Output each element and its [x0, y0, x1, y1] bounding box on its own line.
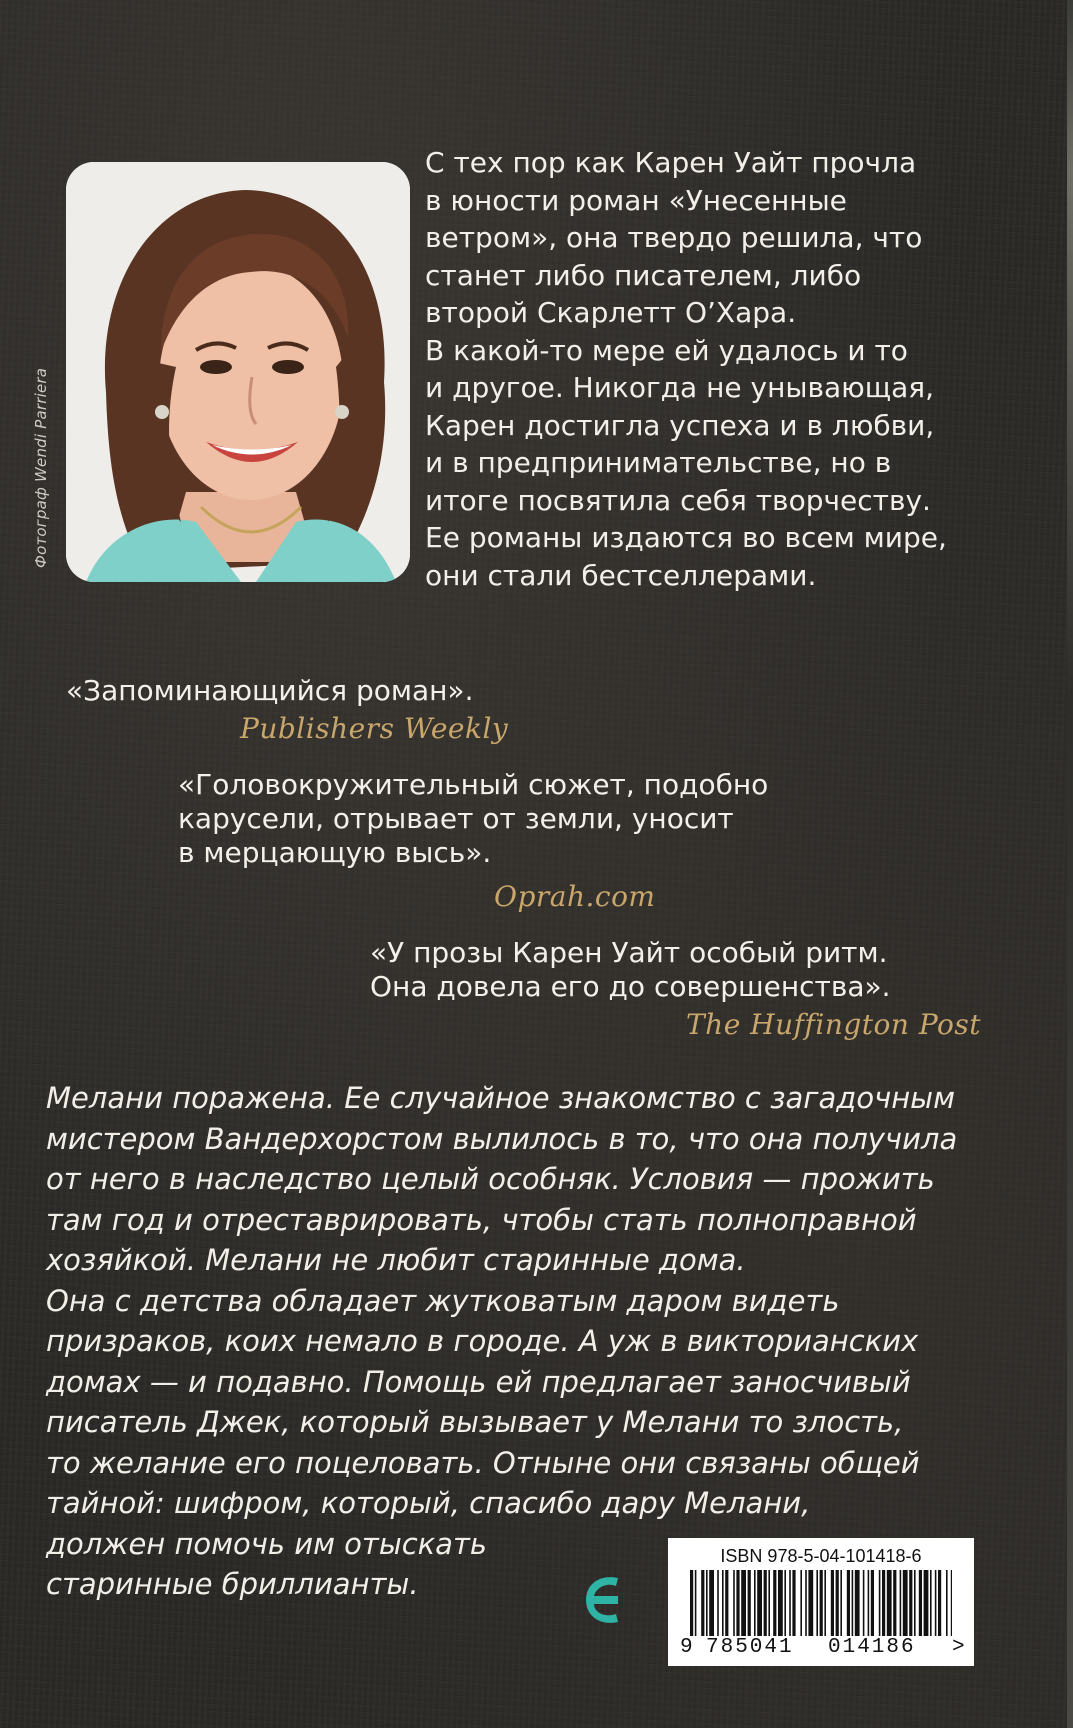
review-source-1: Publishers Weekly	[240, 712, 509, 745]
review-source-3: The Huffington Post	[686, 1008, 981, 1041]
author-photo	[66, 162, 410, 582]
quote-line: «Головокружительный сюжет, подобно	[178, 768, 769, 801]
review-quote-1	[66, 674, 473, 708]
bio-line: в юности роман «Унесенные	[425, 183, 847, 217]
review-quote-2	[178, 768, 768, 870]
annotation-line: домах — и подавно. Помощь ей предлагает заносчивый	[46, 1364, 911, 1399]
annotation-line: писатель Джек, который вызывает у Мелани то злость,	[46, 1405, 904, 1439]
quote-line: «У прозы Карен Уайт особый ритм.	[370, 936, 888, 969]
annotation-line: там год и отреставрировать, чтобы стать полноправной	[46, 1202, 917, 1237]
quote-line: карусели, отрывает от земли, уносит	[178, 802, 734, 835]
bio-line: ветром», она твердо решила, что	[425, 221, 923, 254]
publisher-logo-icon	[578, 1568, 626, 1632]
barcode-left-group: 785041	[706, 1636, 794, 1659]
bio-line: станет либо писателем, либо	[425, 258, 862, 292]
annotation-line: должен помочь им отыскать	[46, 1526, 487, 1561]
annotation-line: старинные бриллианты.	[46, 1567, 419, 1601]
review-source-2: Oprah.com	[494, 880, 656, 913]
isbn-barcode	[668, 1538, 974, 1666]
annotation-line: призраков, коих немало в городе. А уж в викторианских	[46, 1324, 919, 1358]
author-bio	[425, 144, 985, 594]
barcode-digits	[668, 1636, 974, 1662]
barcode-first-digit: 9	[680, 1636, 693, 1659]
annotation-line: от него в наследство целый особняк. Условия — прожить	[46, 1162, 935, 1196]
review-quote-3	[370, 936, 891, 1004]
bio-line: итоге посвятила себя творчеству.	[425, 483, 931, 517]
bio-line: В какой-то мере ей удалось и то	[425, 333, 908, 367]
annotation-line: Мелани поражена. Ее случайное знакомство с загадочным	[46, 1081, 955, 1115]
bio-line: второй Скарлетт О’Хара.	[425, 296, 797, 329]
quote-line: в мерцающую высь».	[178, 836, 492, 869]
annotation-line: тайной: шифром, который, спасибо дару Мелани,	[46, 1486, 811, 1520]
quote-line: Она довела его до совершенства».	[370, 970, 891, 1003]
annotation-line: то желание его поцеловать. Отныне они связаны общей	[46, 1445, 920, 1480]
barcode-arrow: >	[952, 1636, 965, 1659]
bio-line: С тех пор как Карен Уайт прочла	[425, 146, 917, 179]
annotation-line: мистером Вандерхорстом вылилось в то, что она получила	[46, 1121, 958, 1156]
quote-line: «Запоминающийся роман».	[66, 674, 474, 707]
annotation-line: хозяйкой. Мелани не любит старинные дома.	[46, 1243, 746, 1277]
bio-line: и в предпринимательстве, но в	[425, 446, 892, 479]
book-annotation	[46, 1078, 1006, 1605]
barcode-right-group: 014186	[828, 1636, 916, 1659]
isbn-number: ISBN 978-5-04-101418-6	[720, 1546, 922, 1566]
bio-line: они стали бестселлерами.	[425, 558, 817, 592]
annotation-line: Она с детства обладает жутковатым даром видеть	[46, 1283, 840, 1318]
cover-right-edge	[1067, 0, 1073, 1728]
bio-line: и другое. Никогда не унывающая,	[425, 371, 935, 404]
bio-line: Ее романы издаются во всем мире,	[425, 521, 947, 554]
photo-credit: Фотограф Wendi Parriera	[32, 367, 50, 568]
barcode-bars	[690, 1570, 952, 1636]
bio-line: Карен достигла успеха и в любви,	[425, 408, 935, 442]
